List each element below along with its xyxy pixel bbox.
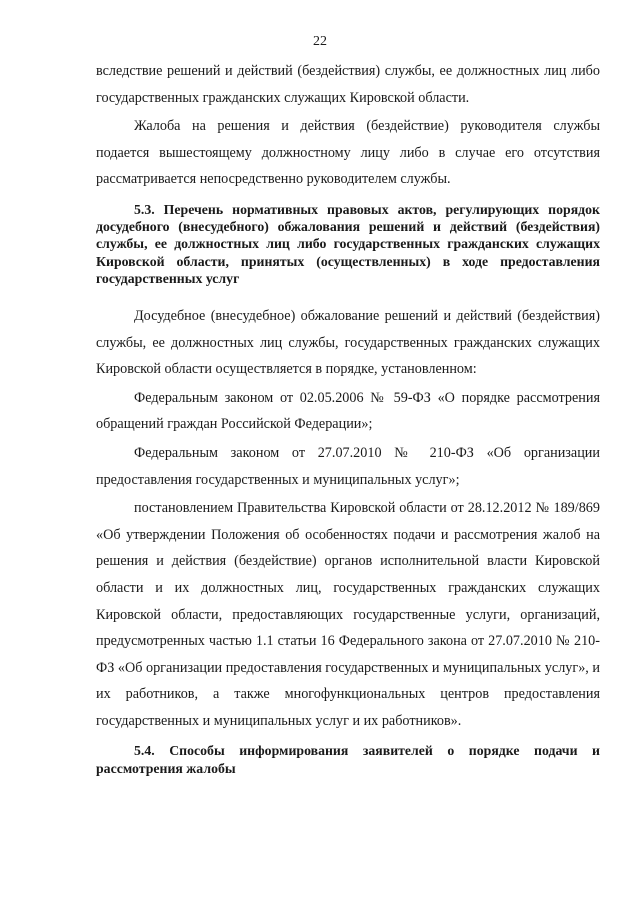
page-number: 22 <box>313 34 327 49</box>
paragraph-law-59fz: Федеральным законом от 02.05.2006 № 59-ФЗ «О порядке рассмотрения обращений граждан Российской Федерации»; <box>96 389 600 433</box>
paragraph-complaint-head: Жалоба на решения и действия (бездействие) руководителя службы подается вышестоящему должностному лицу либо в случае его отсутствия рассматривается непосредственно руководителем службы. <box>96 118 600 188</box>
paragraph-resolution-189-869: постановлением Правительства Кировской области от 28.12.2012 № 189/869 «Об утверждении Положения об особенностях подачи и рассмотрения жалоб на решения и действия (бездействие) органов исполнительной власти Кировской области и их должностных лиц, государственных гражданских служащих Кировской области, предоставляющих государственные услуги, организаций, предусмотренных частью 1.1 статьи 16 Федерального закона от 27.07.2010 № 210-ФЗ «Об организации предоставления государственных и муниципальных услуг», и их работников, а также многофункциональных центров предоставления государственных и муниципальных услуг и их работников». <box>96 500 600 729</box>
section-heading-5-4: 5.4. Способы информирования заявителей о порядке подачи и рассмотрения жалобы <box>96 743 600 776</box>
section-heading-5-3: 5.3. Перечень нормативных правовых актов, регулирующих порядок досудебного (внесудебного) обжалования решений и действий (бездействия) службы, ее должностных лиц либо государственных гражданских служащих Кировской области, принятых (осуществленных) в ходе предоставления государственных услуг <box>96 201 600 286</box>
paragraph-continuation: вследствие решений и действий (бездействия) службы, ее должностных лиц либо государственных гражданских служащих Кировской области. <box>96 63 600 106</box>
document-body <box>96 58 600 777</box>
paragraph-pretrial-appeal: Досудебное (внесудебное) обжалование решений и действий (бездействия) службы, ее должностных лиц службы, государственных гражданских служащих Кировской области осуществляется в порядке, установленном: <box>96 307 600 378</box>
paragraph-law-210fz: Федеральным законом от 27.07.2010 № 210-ФЗ «Об организации предоставления государственных и муниципальных услуг»; <box>96 444 600 488</box>
